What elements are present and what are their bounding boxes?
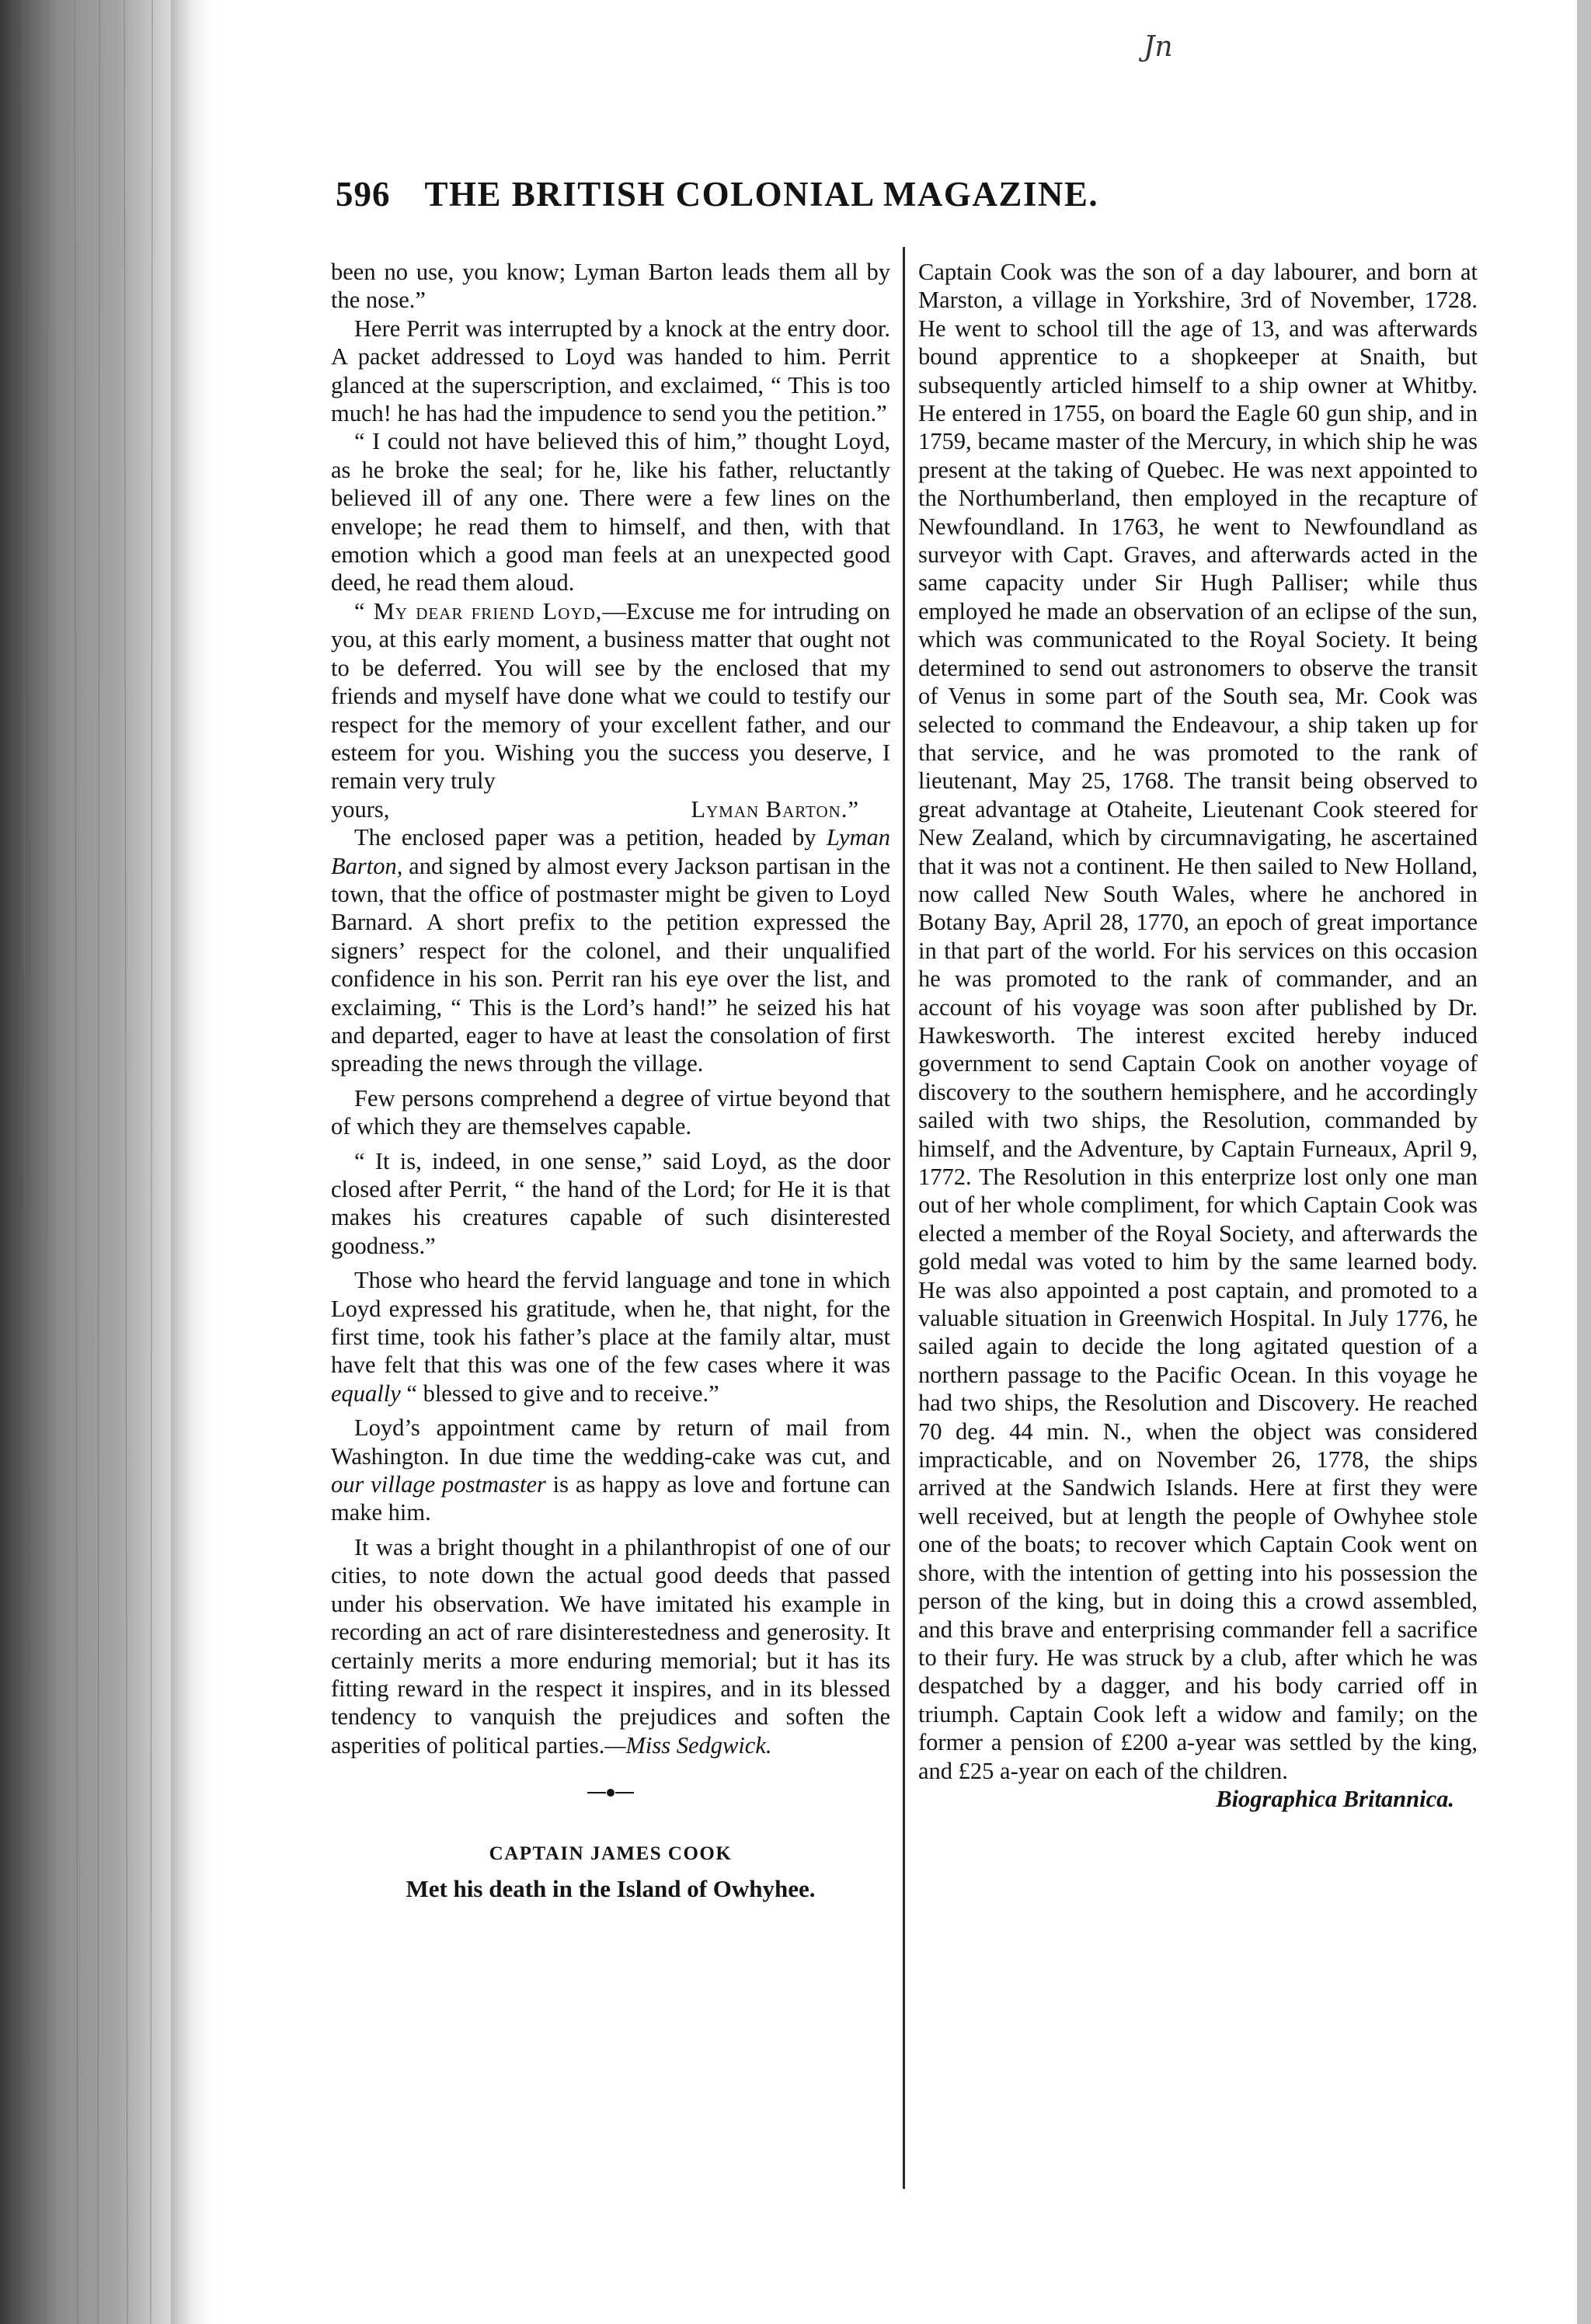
article-body: Captain Cook was the son of a day labourer, and born at Marston, a village in Yorkshire, 3rd of November, 1728. He went to school till the age of 13, and was afterwards bound apprentice to a shopkeeper at Snaith, but subsequently articled himself to a ship owner at Whitby. He entered in 1755, on board the Eagle 60 gun ship, and in 1759, became master of the Mercury, in which ship he was present at the taking of Quebec. He was next appointed to the Northumberland, then employed in the recapture of Newfoundland. In 1763, he went to Newfoundland as surveyor with Capt. Graves, and afterwards acted in the same capacity under Sir Hugh Palliser; while thus employed he made an observation of an eclipse of the sun, which was communicated to the Royal Society. It being determined to send out astronomers to observe the transit of Venus in some part of the South sea, Mr. Cook was selected to command the Endeavour, a ship taken up for that service, and he was promoted to the rank of lieutenant, May 25, 1768. The transit being observed to great advantage at Otaheite, Lieutenant Cook steered for New Zealand, which by circumnavigating, he ascertained that it was not a continent. He then sailed to New Holland, now called New South Wales, where he anchored in Botany Bay, April 28, 1770, an epoch of great importance in that part of the world. For his services on this occasion he was promoted to the rank of commander, and an account of his voyage was soon after published by Dr. Hawkesworth. The interest excited hereby induced government to send Captain Cook on another voyage of discovery to the southern hemisphere, and he accordingly sailed with two ships, the Resolution, commanded by himself, and the Adventure, by Captain Furneaux, April 9, 1772. The Resolution in this enterprize lost only one man out of her whole compliment, for which Captain Cook was elected a member of the Royal Society, and afterwards the gold medal was voted to him by the same learned body. He was also appointed a post captain, and promoted to a valuable situation in Greenwich Hospital. In July 1776, he sailed again to decide the long agitated question of a northern passage to the Pacific Ocean. In this voyage he had two ships, the Resolution and Discovery. He reached 70 deg. 44 min. N., when the object was considered impracticable, and on November 26, 1778, the ships arrived at the Sandwich Islands. Here at first they were well received, but at length the people of Owhyhee stole one of the boats; to recover which Captain Cook went on shore, with the intention of getting into his possession the person of the king, but in doing this a crowd assembled, and this brave and enterprising commander fell a sacrifice to their fury. He was struck by a club, after which he was despatched by a dagger, and his body carried off in triumph. Captain Cook left a widow and family; on the former a pension of £200 a-year was settled by the king, and £25 a-year on each of the children. <box>918 259 1478 1784</box>
page-header <box>336 174 1417 221</box>
paragraph <box>331 1533 890 1759</box>
page-number: 596 <box>336 175 391 214</box>
letter-signature: Lyman Barton.” <box>691 795 859 823</box>
paragraph: Few persons comprehend a degree of virtue beyond that of which they are themselves capable. <box>331 1084 890 1140</box>
paragraph <box>331 1266 890 1407</box>
column-divider <box>903 247 905 2189</box>
paragraph: Here Perrit was interrupted by a knock at the entry door. A packet addressed to Loyd was handed to him. Perrit glanced at the superscription, and exclaimed, “ This is too much! he has had the impudence to send you the petition.” <box>331 315 890 427</box>
text-run: It was a bright thought in a philanthropist of one of our cities, to note down the actual good deeds that passed under his observation. We have imitated his example in recording an act of rare disinterestedness and generosity. It certainly merits a more enduring memorial; but it has its fitting reward in the respect it inspires, and in its blessed tendency to vanquish the prejudices and soften the asperities of political parties. <box>331 1533 890 1759</box>
left-column <box>331 258 890 1903</box>
paragraph: been no use, you know; Lyman Barton leads them all by the nose.” <box>331 259 890 314</box>
pencil-annotation: Jn <box>1144 31 1173 63</box>
source-citation: Biographica Britannica. <box>1216 1785 1454 1812</box>
text-run: is as happy as love and fortune can make him. <box>331 1471 890 1526</box>
text-run: Loyd’s appointment came by return of mail from Washington. In due time the wedding-cake was cut, and <box>331 1414 890 1470</box>
paragraph <box>331 1414 890 1527</box>
running-title: THE BRITISH COLONIAL MAGAZINE. <box>424 175 1099 214</box>
letter-paragraph <box>331 597 890 795</box>
text-run: The enclosed paper was a petition, headed by <box>354 824 827 851</box>
author-credit: —Miss Sedgwick. <box>604 1731 772 1759</box>
right-column <box>918 258 1478 1813</box>
letter-closing: yours, <box>331 795 390 823</box>
article-subtitle: Met his death in the Island of Owhyhee. <box>406 1874 816 1902</box>
text-run: Those who heard the fervid language and tone in which Loyd expressed his gratitude, when he, that night, for the first time, took his father’s place at the family altar, must have felt that this was one of the few cases where it was <box>331 1267 890 1379</box>
italic-text: our village postmaster <box>331 1471 546 1498</box>
magazine-page <box>186 0 1547 2324</box>
article-title: CAPTAIN JAMES COOK <box>489 1843 733 1865</box>
italic-text: equally <box>331 1379 401 1407</box>
text-run: “ blessed to give and to receive.” <box>400 1379 719 1407</box>
italic-text: Lyman Barton, <box>331 824 890 879</box>
right-margin-edge <box>1577 0 1591 2324</box>
section-ornament <box>331 1783 890 1803</box>
ornament-rule <box>586 1786 635 1800</box>
text-run: and signed by almost every Jackson partisan in the town, that the office of postmaster might be given to Loyd Barnard. A short prefix to the petition expressed the signers’ respect for the colonel, and their unqualified confidence in his son. Perrit ran his eye over the list, and exclaiming, “ This is the Lord’s hand!” he seized his hat and departed, eager to have at least the consolation of first spreading the news through the village. <box>331 852 890 1077</box>
letter-signoff <box>331 795 890 823</box>
paragraph: “ I could not have believed this of him,” thought Loyd, as he broke the seal; for he, like his father, reluctantly believed ill of any one. There were a few lines on the envelope; he read them to himself, and then, with that emotion which a good man feels at an unexpected good deed, he read them aloud. <box>331 428 890 597</box>
paragraph <box>331 823 890 1078</box>
paragraph: “ It is, indeed, in one sense,” said Loyd, as the door closed after Perrit, “ the hand of the Lord; for He it is that makes his creatures capable of such disinterested goodness.” <box>331 1147 890 1259</box>
letter-salutation: “ My dear friend Loyd, <box>354 597 603 624</box>
letter-body: —Excuse me for intruding on you, at this early moment, a business matter that ought not to be deferred. You will see by the enclosed that my friends and myself have done what we could to testify our respect for the memory of your excellent father, and our esteem for you. Wishing you the success you deserve, I remain very truly <box>331 597 890 795</box>
